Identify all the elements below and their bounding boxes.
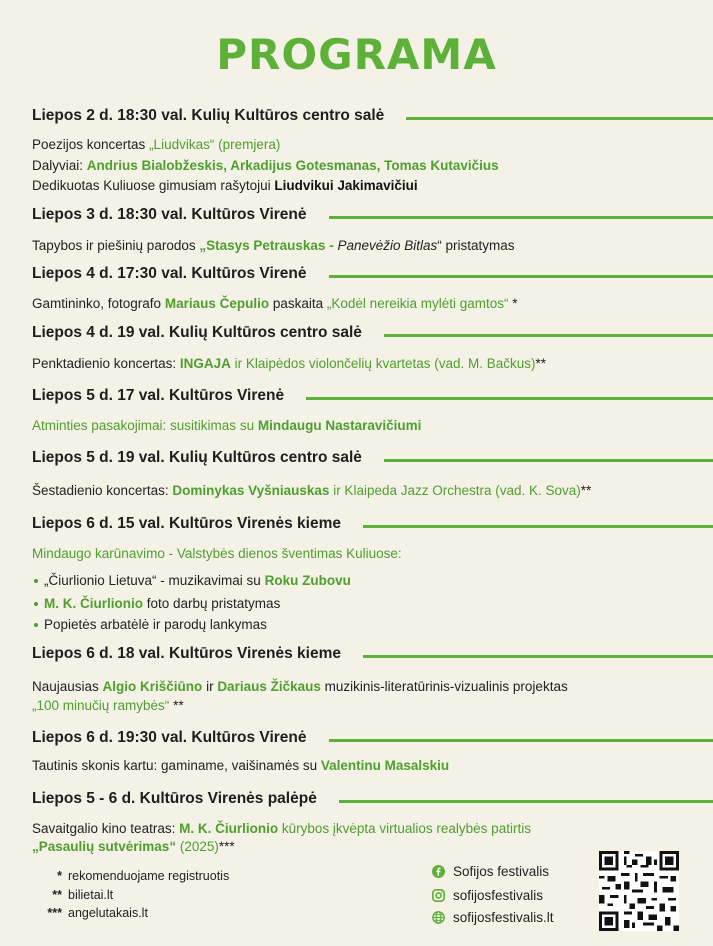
- highlight-text: Algio Kriščiūno: [102, 679, 203, 694]
- heading-divider: [329, 275, 713, 278]
- event-description: [32, 238, 515, 253]
- highlight-text: „Stasys Petrauskas -: [199, 238, 338, 253]
- text-segment: Savaitgalio kino teatras:: [32, 821, 180, 836]
- event-heading: Liepos 5 d. 19 val. Kulių Kultūros centro salė: [32, 449, 362, 466]
- heading-divider: [306, 397, 713, 400]
- globe-icon: [432, 911, 445, 924]
- footnote-text: rekomenduojame registruotis: [68, 869, 230, 883]
- event-heading: Liepos 4 d. 17:30 val. Kultūros Virenė: [32, 265, 307, 282]
- event-bullet-item: [34, 596, 280, 611]
- text-segment: **: [580, 483, 592, 498]
- text-segment: Tautinis skonis kartu: gaminame, vaišinamės su: [32, 758, 321, 773]
- event-bullet-item: [34, 617, 267, 632]
- text-segment: „Kodėl nereikia mylėti gamtos“: [326, 296, 509, 311]
- bullet-icon: [34, 579, 38, 583]
- event-heading: Liepos 3 d. 18:30 val. Kultūros Virenė: [32, 206, 307, 223]
- social-link[interactable]: [432, 864, 549, 879]
- text-segment: paskaita: [269, 296, 327, 311]
- text-segment: Panevėžio Bitlas: [337, 238, 438, 253]
- text-segment: Dedikuotas Kuliuose gimusiam rašytojui: [32, 178, 275, 193]
- social-link[interactable]: [432, 910, 554, 925]
- event-description: [32, 821, 531, 836]
- event-description: [32, 137, 280, 152]
- text-segment: Naujausias: [32, 679, 103, 694]
- text-segment: Poezijos koncertas: [32, 137, 150, 152]
- event-heading: Liepos 4 d. 19 val. Kulių Kultūros centro salė: [32, 324, 362, 341]
- text-segment: **: [535, 356, 547, 371]
- text-segment: (2025): [176, 839, 219, 854]
- event-description: [32, 356, 546, 371]
- highlight-text: M. K. Čiurlionio: [44, 596, 143, 611]
- social-link[interactable]: [432, 888, 543, 903]
- highlight-text: Roku Zubovu: [264, 573, 351, 588]
- text-segment: ir Klaipeda Jazz Orchestra (vad. K. Sova): [329, 483, 581, 498]
- footnote-item: [30, 906, 148, 920]
- event-description: [32, 546, 402, 561]
- bullet-icon: [34, 623, 38, 627]
- highlight-text: Andrius Bialobžeskis, Arkadijus Gotesmanas, Tomas Kutavičius: [86, 158, 499, 173]
- event-heading: Liepos 5 - 6 d. Kultūros Virenės palėpė: [32, 790, 317, 807]
- text-segment: **: [169, 698, 184, 713]
- highlight-text: Mindaugu Nastaravičiumi: [257, 418, 422, 433]
- text-segment: Atminties pasakojimai: susitikimas su: [32, 418, 258, 433]
- text-segment: “ pristatymas: [437, 238, 515, 253]
- text-segment: ***: [218, 839, 235, 854]
- event-description: [32, 178, 418, 193]
- event-description: [32, 758, 449, 773]
- highlight-text: INGAJA: [179, 356, 231, 371]
- heading-divider: [384, 459, 713, 462]
- footnote-item: [30, 869, 229, 883]
- footnote-mark: *: [57, 869, 62, 883]
- text-segment: „100 minučių ramybės“: [32, 698, 170, 713]
- event-description: [32, 296, 518, 311]
- social-link-text: sofijosfestivalis: [453, 888, 544, 903]
- footnote-item: [30, 888, 113, 902]
- bullet-icon: [34, 602, 38, 606]
- social-link-text: sofijosfestivalis.lt: [453, 910, 554, 925]
- event-heading: Liepos 2 d. 18:30 val. Kulių Kultūros centro salė: [32, 107, 385, 124]
- page-title: PROGRAMA: [216, 30, 497, 79]
- heading-divider: [329, 739, 713, 742]
- text-segment: Šestadienio koncertas:: [32, 483, 173, 498]
- text-segment: Mindaugo karūnavimo - Valstybės dienos šventimas Kuliuose:: [32, 546, 402, 561]
- highlight-text: Valentinu Masalskiu: [320, 758, 450, 773]
- text-segment: ir Klaipėdos violončelių kvartetas (vad. M. Bačkus): [230, 356, 536, 371]
- footnote-text: bilietai.lt: [68, 888, 114, 902]
- text-segment: muzikinis-literatūrinis-vizualinis projektas: [320, 679, 568, 694]
- event-description: [32, 418, 421, 433]
- event-description: [32, 698, 184, 713]
- footnote-mark: ***: [47, 906, 62, 920]
- text-segment: „Liudvikas“ (premjera): [149, 137, 281, 152]
- heading-divider: [329, 216, 713, 219]
- highlight-text: Liudvikui Jakimavičiui: [274, 178, 418, 193]
- event-description: [32, 483, 591, 498]
- text-segment: foto darbų pristatymas: [143, 596, 281, 611]
- event-bullet-item: [34, 573, 351, 588]
- text-segment: Gamtininko, fotografo: [32, 296, 165, 311]
- highlight-text: Dominykas Vyšniauskas: [172, 483, 330, 498]
- social-link-text: Sofijos festivalis: [453, 864, 550, 879]
- event-heading: Liepos 6 d. 18 val. Kultūros Virenės kieme: [32, 645, 341, 662]
- heading-divider: [384, 334, 713, 337]
- text-segment: Dalyviai:: [32, 158, 87, 173]
- event-description: [32, 158, 499, 173]
- facebook-icon: [432, 865, 445, 878]
- highlight-text: Mariaus Čepulio: [164, 296, 270, 311]
- instagram-icon: [432, 889, 445, 902]
- highlight-text: M. K. Čiurlionio: [179, 821, 279, 836]
- footnote-mark: **: [52, 888, 62, 902]
- text-segment: „Čiurlionio Lietuva“ - muzikavimai su: [44, 573, 265, 588]
- event-description: [32, 839, 235, 854]
- qr-code: [599, 851, 679, 931]
- heading-divider: [363, 525, 713, 528]
- heading-divider: [363, 655, 713, 658]
- text-segment: *: [508, 296, 518, 311]
- heading-divider: [406, 117, 713, 120]
- event-description: [32, 679, 568, 694]
- text-segment: Penktadienio koncertas:: [32, 356, 180, 371]
- event-heading: Liepos 6 d. 19:30 val. Kultūros Virenė: [32, 729, 307, 746]
- text-segment: kūrybos įkvėpta virtualios realybės patirtis: [278, 821, 531, 836]
- heading-divider: [339, 800, 713, 803]
- text-segment: ir: [202, 679, 218, 694]
- highlight-text: „Pasaulių sutvėrimas“: [32, 839, 177, 854]
- text-segment: Popietės arbatėlė ir parodų lankymas: [44, 617, 267, 632]
- text-segment: Tapybos ir piešinių parodos: [32, 238, 200, 253]
- event-heading: Liepos 6 d. 15 val. Kultūros Virenės kieme: [32, 515, 341, 532]
- event-heading: Liepos 5 d. 17 val. Kultūros Virenė: [32, 387, 285, 404]
- footnote-text: angelutakais.lt: [68, 906, 148, 920]
- highlight-text: Dariaus Žičkaus: [217, 679, 321, 694]
